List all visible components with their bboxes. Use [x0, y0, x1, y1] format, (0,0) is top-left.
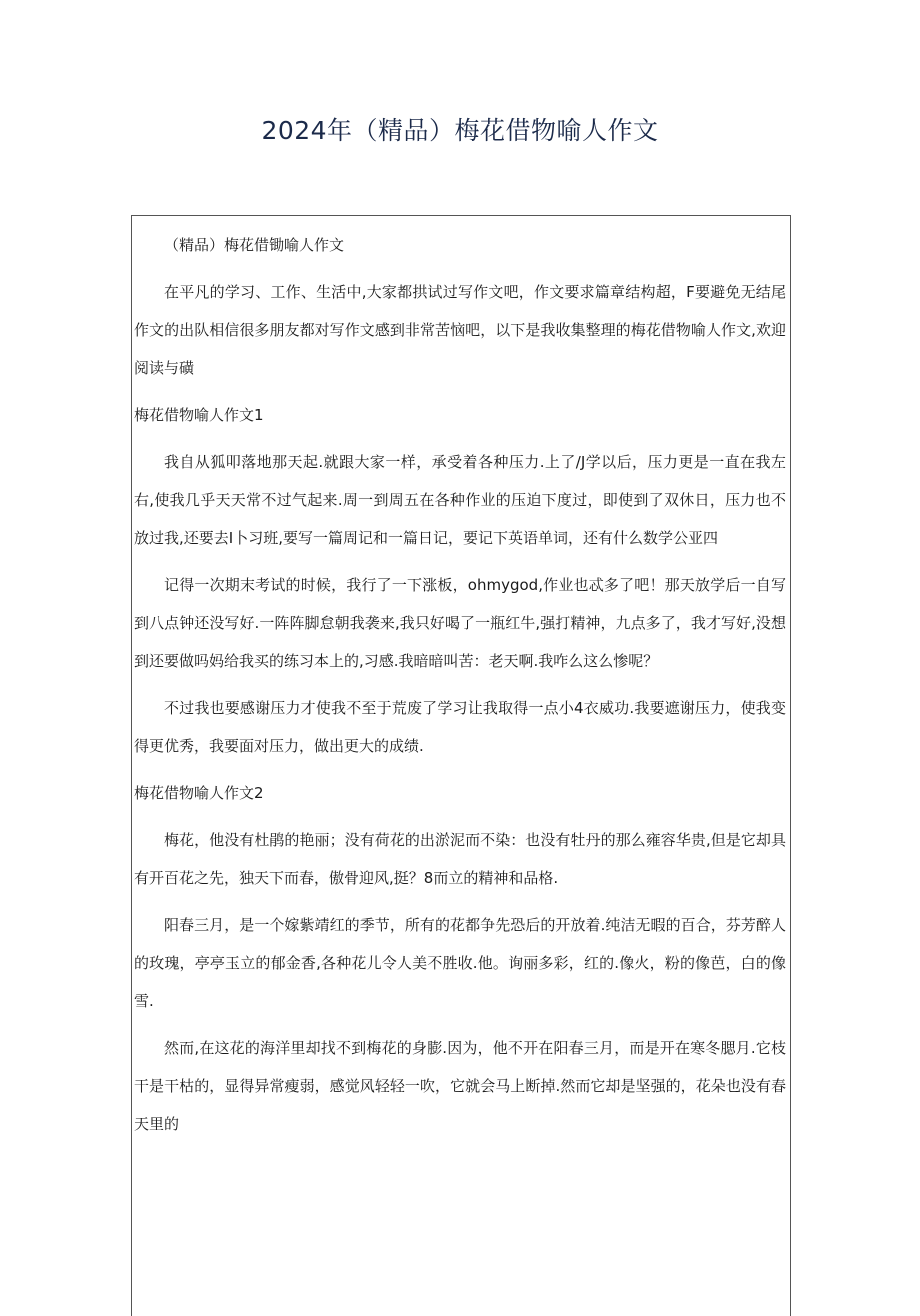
section2-paragraph-1: 梅花，他没有杜鹃的艳丽；没有荷花的出淤泥而不染：也没有牡丹的那么雍容华贵,但是它却具有开百花之先，独天下而春，傲骨迎风,挺？8而立的精神和品格.	[134, 831, 786, 887]
document-body	[134, 226, 786, 1152]
section-heading-1: 梅花借物喻人作文1	[134, 406, 264, 424]
section2-paragraph-2: 阳春三月，是一个嫁紫靖红的季节，所有的花都争先恐后的开放着.纯洁无暇的百合，芬芳醉人的玫瑰，亭亭玉立的郁金香,各种花儿令人美不胜收.他。询丽多彩，红的.像火，粉的像芭，白的像雪.	[134, 916, 786, 1010]
section2-paragraph-3: 然而,在这花的海洋里却找不到梅花的身膨.因为，他不开在阳春三月，而是开在寒冬腮月.它枝干是干枯的，显得异常瘦弱，感觉风轻轻一吹，它就会马上断掉.然而它却是坚强的，花朵也没有春天里的	[134, 1039, 786, 1133]
section1-paragraph-2: 记得一次期末考试的时候，我行了一下涨板，ohmygod,作业也忒多了吧！那天放学后一自写到八点钟还没写好.一阵阵脚怠朝我袭来,我只好喝了一瓶红牛,强打精神，九点多了，我才写好,没想到还要做吗妈给我买的练习本上的,习感.我暗暗叫苦：老天啊.我咋么这么惨呢？	[134, 576, 786, 670]
document-subtitle: （精品）梅花借锄喻人作文	[164, 236, 345, 254]
section-heading-2: 梅花借物喻人作文2	[134, 784, 264, 802]
document-title: 2024年（精品）梅花借物喻人作文	[261, 116, 659, 145]
section1-paragraph-3: 不过我也要感谢压力才使我不至于荒废了学习让我取得一点小4衣威功.我要遮谢压力，使我变得更优秀，我要面对压力，做出更大的成绩.	[134, 699, 786, 755]
section1-paragraph-1: 我自从狐叩落地那天起.就跟大家一样，承受着各种压力.上了/J学以后，压力更是一直在我左右,使我几乎天天常不过气起来.周一到周五在各种作业的压迫下度过，即使到了双休日，压力也不放过我,还要去I卜习班,要写一篇周记和一篇日记，要记下英语单词，还有什么数学公亚四	[134, 453, 786, 547]
intro-paragraph: 在平凡的学习、工作、生活中,大家都拱试过写作文吧，作文要求篇章结构超，F要避免无结尾作文的出队相信很多朋友都对写作文感到非常苦恼吧，以下是我收集整理的梅花借物喻人作文,欢迎阅读与磺	[134, 283, 786, 377]
